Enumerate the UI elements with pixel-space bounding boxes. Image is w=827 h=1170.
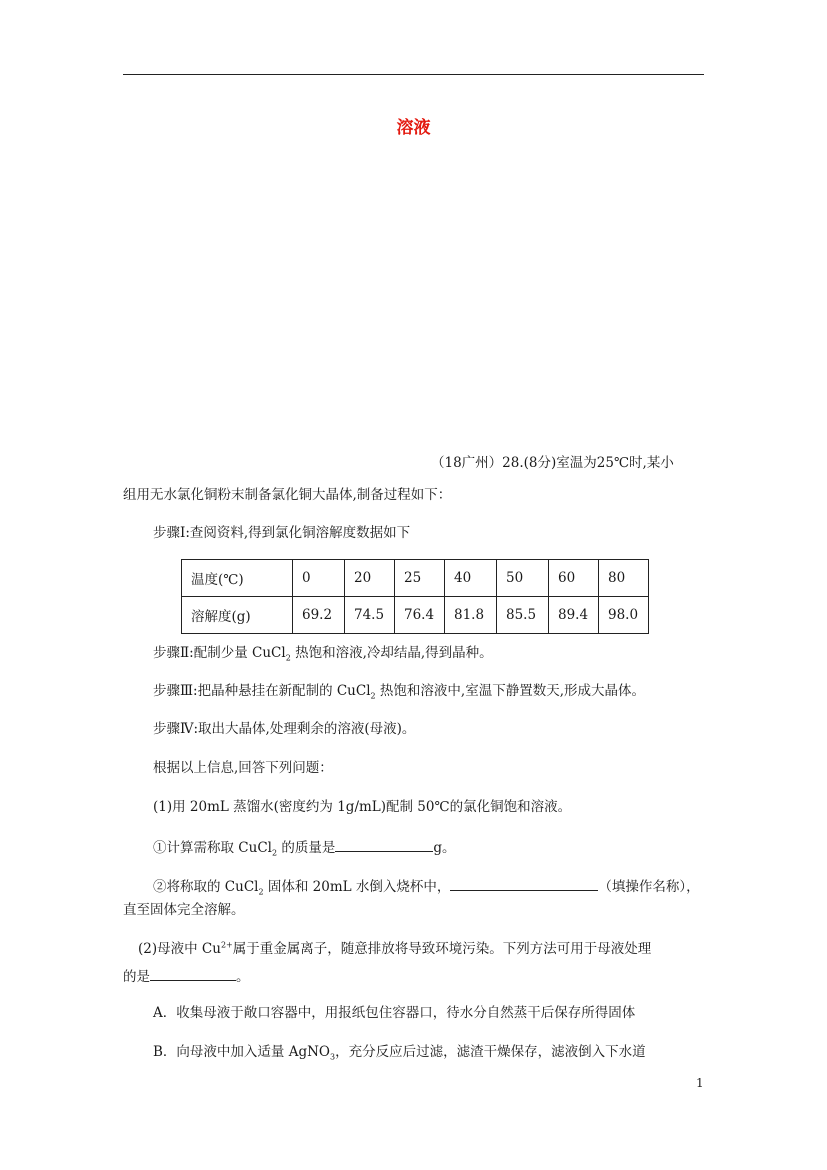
table-cell: 60 [549,560,599,597]
table-cell: 85.5 [497,597,549,634]
question-intro-line-1: （18广州）28.(8分)室温为25℃时,某小 [431,455,674,471]
document-title: 溶液 [396,118,431,138]
question-2: (2)母液中 $Cu^{2+}$属于重金属离子，随意排放将导致环境污染。下列方法可用于母液处理 [138,940,652,957]
table-cell: 25 [395,560,445,597]
step-3: 步骤Ⅲ:把晶种悬挂在新配制的 CuCl$_2$ 热饱和溶液中,室温下静置数天,形成大晶体。 [153,683,645,701]
question-prompt: 根据以上信息,回答下列问题： [153,760,333,776]
page-number: 1 [696,1076,704,1090]
table-cell: 89.4 [549,597,599,634]
question-1a: ①计算需称取 CuCl$_2$ 的质量是 g。 [153,837,456,857]
step-2: 步骤Ⅱ:配制少量 CuCl$_2$ 热饱和溶液,冷却结晶,得到晶种。 [153,645,493,663]
table-header-solubility: 溶解度(g) [182,597,293,634]
table-header-temperature: 温度(℃) [182,560,293,597]
table-cell: 81.8 [445,597,497,634]
step-1: 步骤Ⅰ:查阅资料,得到氯化铜溶解度数据如下 [153,525,411,541]
answer-blank-operation[interactable] [450,876,598,891]
table-cell: 50 [497,560,549,597]
question-1: (1)用 20mL 蒸馏水(密度约为 1g/mL)配制 50℃的氯化铜饱和溶液。 [153,799,572,815]
table-row-solubility [182,597,649,634]
table-cell: 74.5 [345,597,395,634]
option-a: A．收集母液于敞口容器中，用报纸包住容器口，待水分自然蒸干后保存所得固体 [153,1005,636,1021]
table-row-temperature [182,560,649,597]
table-cell: 0 [293,560,345,597]
question-intro-line-2: 组用无水氯化铜粉末制备氯化铜大晶体,制备过程如下： [123,487,452,503]
answer-blank-method[interactable] [150,966,236,981]
option-b: B．向母液中加入适量 AgNO$_3$，充分反应后过滤，滤渣干燥保存，滤液倒入下水道 [153,1044,646,1062]
question-2-line-2: 的是 。 [123,966,250,986]
table-cell: 98.0 [599,597,649,634]
table-cell: 76.4 [395,597,445,634]
question-1b-line-2: 直至固体完全溶解。 [123,902,245,918]
table-cell: 80 [599,560,649,597]
table-cell: 69.2 [293,597,345,634]
header-rule [123,74,704,75]
table-cell: 20 [345,560,395,597]
step-4: 步骤Ⅳ:取出大晶体,处理剩余的溶液(母液)。 [153,721,416,737]
solubility-table [181,559,649,634]
answer-blank-mass[interactable] [335,837,433,852]
table-cell: 40 [445,560,497,597]
question-1b: ②将称取的 CuCl$_2$ 固体和 20mL 水倒入烧杯中， （填操作名称）， [153,876,700,896]
